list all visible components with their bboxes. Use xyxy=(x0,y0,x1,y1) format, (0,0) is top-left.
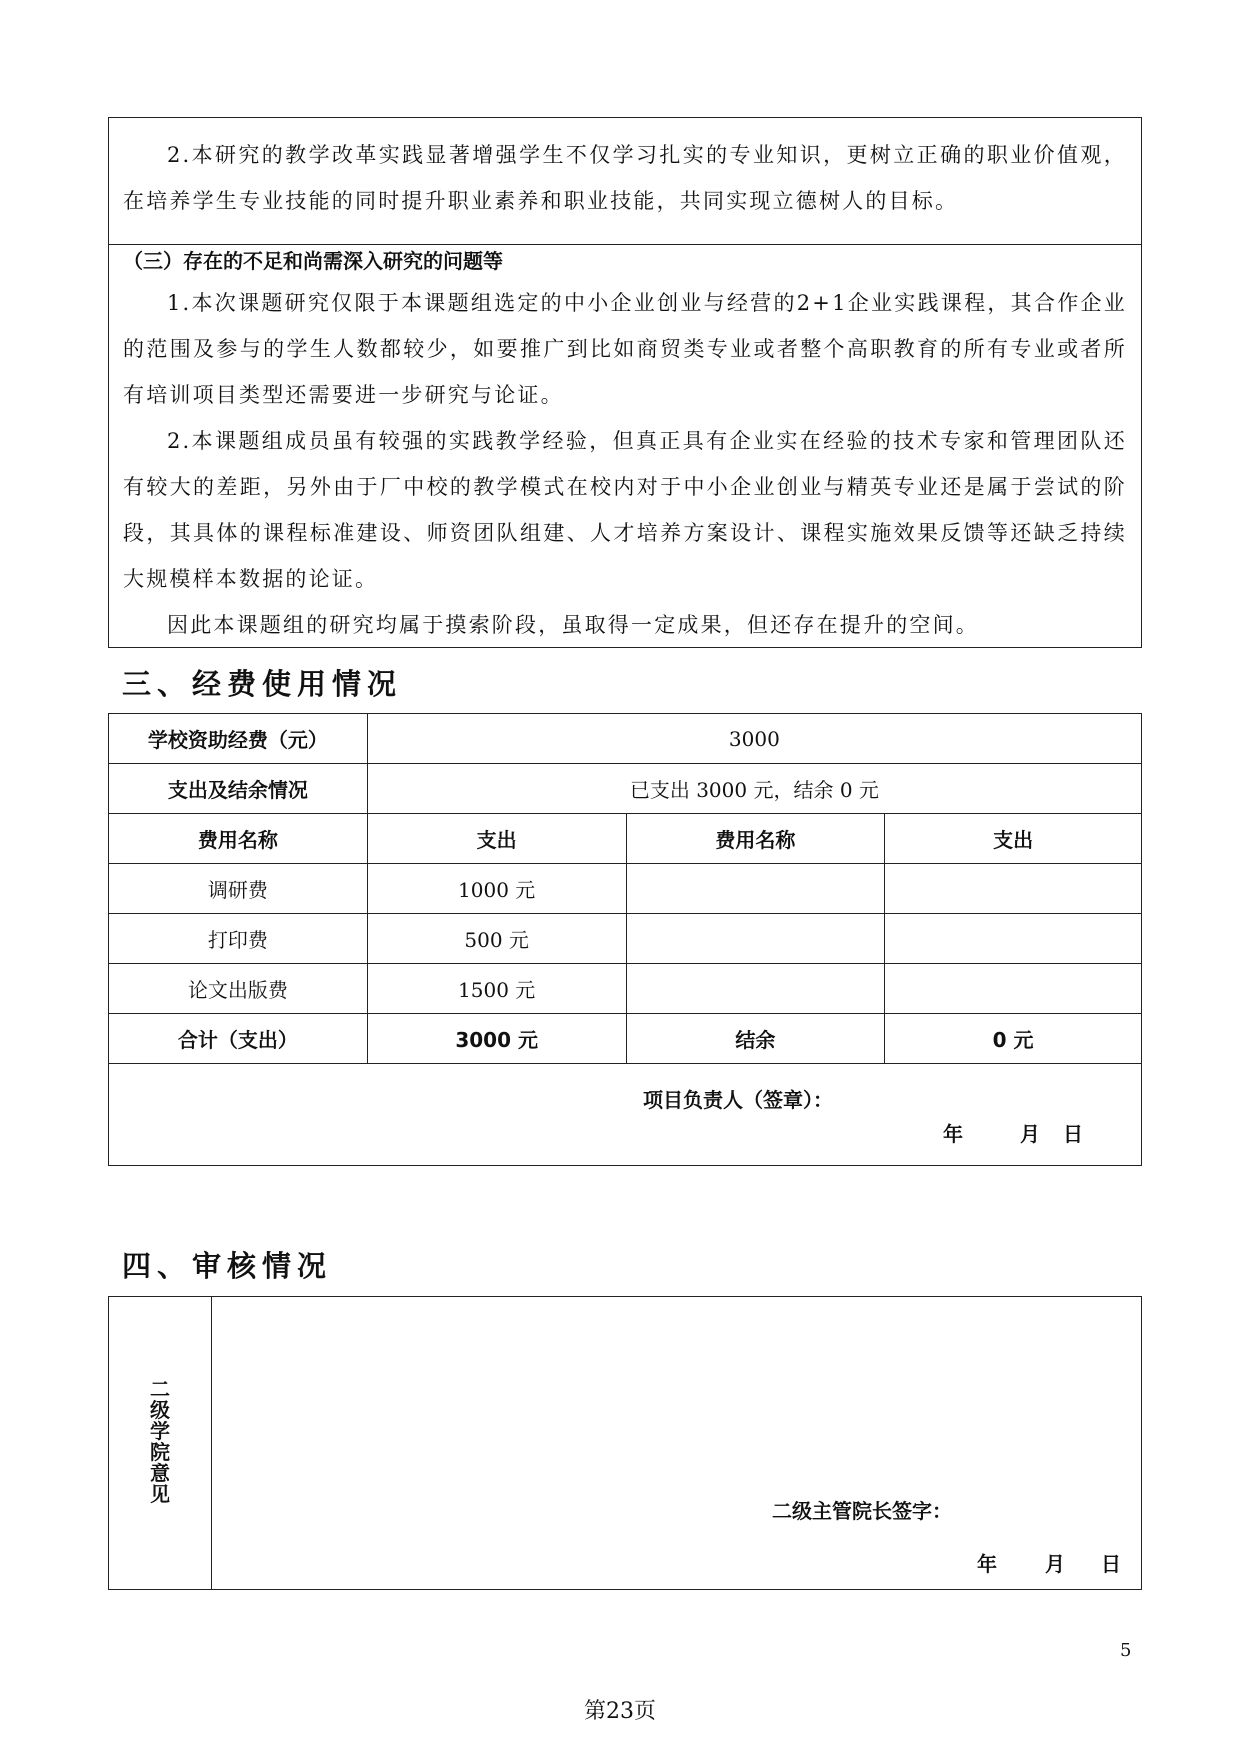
table-row xyxy=(109,764,1142,814)
research-summary-box xyxy=(108,117,1142,648)
funding-value: 3000 xyxy=(367,714,1141,764)
funding-table xyxy=(108,713,1142,1166)
column-header: 费用名称 xyxy=(109,814,368,864)
table-total-row xyxy=(109,1014,1142,1064)
date-month: 月 xyxy=(1020,1122,1040,1146)
date-month: 月 xyxy=(1045,1552,1065,1576)
column-header: 费用名称 xyxy=(626,814,885,864)
leader-signature-label: 项目负责人（签章）： xyxy=(643,1088,833,1112)
remain-label: 结余 xyxy=(626,1014,885,1064)
date-year: 年 xyxy=(943,1122,963,1146)
total-value: 3000 元 xyxy=(367,1014,626,1064)
signature-cell xyxy=(109,1064,1142,1166)
table-row xyxy=(109,714,1142,764)
expense-name: 论文出版费 xyxy=(109,964,368,1014)
empty-cell xyxy=(885,964,1142,1014)
remain-value: 0 元 xyxy=(885,1014,1142,1064)
signature-date xyxy=(909,1118,1083,1147)
signature-row xyxy=(109,1064,1142,1166)
table-row xyxy=(109,914,1142,964)
expense-name: 调研费 xyxy=(109,864,368,914)
page-footer-label: 第23页 xyxy=(584,1699,656,1724)
column-header: 支出 xyxy=(367,814,626,864)
paragraph-achievement-2: 2.本研究的教学改革实践显著增强学生不仅学习扎实的专业知识，更树立正确的职业价值观，在培养学生专业技能的同时提升职业素养和职业技能，共同实现立德树人的目标。 xyxy=(123,143,1127,213)
section-title-review: 四、审核情况 xyxy=(122,1249,333,1283)
empty-cell xyxy=(626,914,885,964)
balance-value: 已支出 3000 元，结余 0 元 xyxy=(367,764,1141,814)
empty-cell xyxy=(626,964,885,1014)
funding-label: 学校资助经费（元） xyxy=(109,714,368,764)
empty-cell xyxy=(885,864,1142,914)
date-day: 日 xyxy=(1101,1552,1121,1576)
empty-cell xyxy=(885,914,1142,964)
date-day: 日 xyxy=(1063,1122,1083,1146)
table-header-row xyxy=(109,814,1142,864)
empty-cell xyxy=(626,864,885,914)
expense-amount: 1000 元 xyxy=(367,864,626,914)
balance-label: 支出及结余情况 xyxy=(109,764,368,814)
page-number: 5 xyxy=(1120,1640,1132,1661)
college-opinion-label: 二级学院意见 xyxy=(150,1377,170,1506)
review-box xyxy=(108,1296,1142,1590)
table-row xyxy=(109,964,1142,1014)
review-label-column xyxy=(109,1297,212,1589)
expense-name: 打印费 xyxy=(109,914,368,964)
dean-signature-label: 二级主管院长签字： xyxy=(772,1499,952,1523)
paragraph-shortcoming-2: 2.本课题组成员虽有较强的实践教学经验，但真正具有企业实在经验的技术专家和管理团队还有较大的差距，另外由于厂中校的教学模式在校内对于中小企业创业与精英专业还是属于尝试的阶段，其具体的课程标准建设、师资团队组建、人才培养方案设计、课程实施效果反馈等还缺乏持续大规模样本数据的论证。 xyxy=(123,429,1127,591)
expense-amount: 500 元 xyxy=(367,914,626,964)
date-year: 年 xyxy=(977,1552,997,1576)
column-header: 支出 xyxy=(885,814,1142,864)
review-date xyxy=(977,1548,1121,1577)
section-title-funding: 三、经费使用情况 xyxy=(122,667,403,701)
total-label: 合计（支出） xyxy=(109,1014,368,1064)
expense-amount: 1500 元 xyxy=(367,964,626,1014)
paragraph-shortcoming-1: 1.本次课题研究仅限于本课题组选定的中小企业创业与经营的2+1企业实践课程，其合作企业的范围及参与的学生人数都较少，如要推广到比如商贸类专业或者整个高职教育的所有专业或者所有培训项目类型还需要进一步研究与论证。 xyxy=(123,291,1127,407)
subsection-heading: （三）存在的不足和尚需深入研究的问题等 xyxy=(123,249,503,273)
paragraph-conclusion: 因此本课题组的研究均属于摸索阶段，虽取得一定成果，但还存在提升的空间。 xyxy=(167,613,979,637)
table-row xyxy=(109,864,1142,914)
